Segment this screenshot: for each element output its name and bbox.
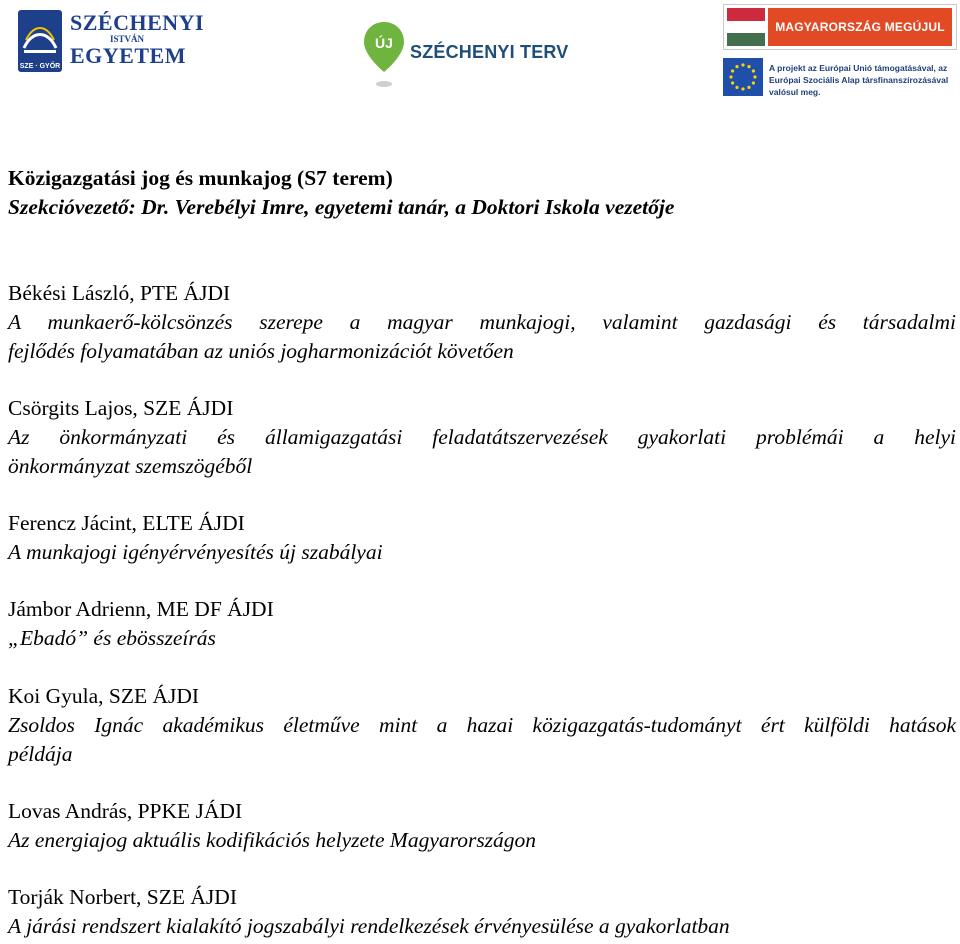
talk-title: Zsoldos Ignác akadémikus életműve mint a hazai közigazgatás-tudományt ért külföldi hatások — [8, 713, 956, 737]
sze-badge-text: SZE · GYŐR — [19, 63, 61, 70]
talk-title: fejlődés folyamatában az uniós jogharmonizációt követően — [8, 339, 514, 363]
logo-header — [0, 0, 960, 110]
talk-speaker: Békési László, PTE ÁJDI — [8, 281, 231, 305]
talk-speaker: Lovas András, PPKE JÁDI — [8, 799, 243, 823]
sze-logo — [18, 10, 218, 74]
sze-name-line1: SZÉCHENYI — [70, 10, 205, 35]
session-chair: Szekcióvezető: Dr. Verebélyi Imre, egyetemi tanár, a Doktori Iskola vezetője — [8, 195, 675, 219]
talk-title: A munkaerő-kölcsönzés szerepe a magyar munkajogi, valamint gazdasági és társadalmi — [8, 310, 956, 334]
eu-support-text: A projekt az Európai Unió támogatásával, az Európai Szociális Alap társfinanszírozásával valósul meg. — [769, 63, 949, 97]
talk-title: „Ebadó” és ebösszeírás — [8, 626, 216, 650]
magyarorszag-megujul-text: MAGYARORSZÁG MEGÚJUL — [768, 8, 952, 46]
sze-badge-icon — [18, 10, 62, 72]
szechenyi-terv-text: SZÉCHENYI TERV — [410, 42, 569, 62]
eu-support-logo — [723, 56, 957, 98]
magyarorszag-megujul-logo — [723, 4, 957, 50]
talk-title: Az önkormányzati és államigazgatási feladatátszervezések gyakorlati problémái a helyi — [8, 425, 956, 449]
talk-title: példája — [8, 742, 73, 766]
map-pin-icon — [362, 20, 406, 90]
uj-szechenyi-terv-logo — [362, 20, 602, 92]
talk-title: Az energiajog aktuális kodifikációs helyzete Magyarországon — [8, 828, 537, 852]
talk-title: önkormányzat szemszögéből — [8, 454, 253, 478]
talk-speaker: Ferencz Jácint, ELTE ÁJDI — [8, 511, 245, 535]
talk-speaker: Jámbor Adrienn, ME DF ÁJDI — [8, 597, 274, 621]
talk-speaker: Koi Gyula, SZE ÁJDI — [8, 684, 200, 708]
talk-title: A járási rendszert kialakító jogszabályi rendelkezések érvényesülése a gyakorlatban — [8, 914, 730, 938]
sze-name-line2: ISTVÁN — [110, 34, 145, 44]
session-title: Közigazgatási jog és munkajog (S7 terem) — [8, 166, 393, 190]
talk-speaker: Torják Norbert, SZE ÁJDI — [8, 885, 237, 909]
eu-flag-icon — [723, 58, 763, 96]
sze-name-line3: EGYETEM — [70, 43, 186, 68]
pin-label: ÚJ — [375, 35, 393, 51]
hungarian-flag-icon — [727, 8, 765, 46]
talk-title: A munkajogi igényérvényesítés új szabályai — [8, 540, 383, 564]
talk-speaker: Csörgits Lajos, SZE ÁJDI — [8, 396, 234, 420]
